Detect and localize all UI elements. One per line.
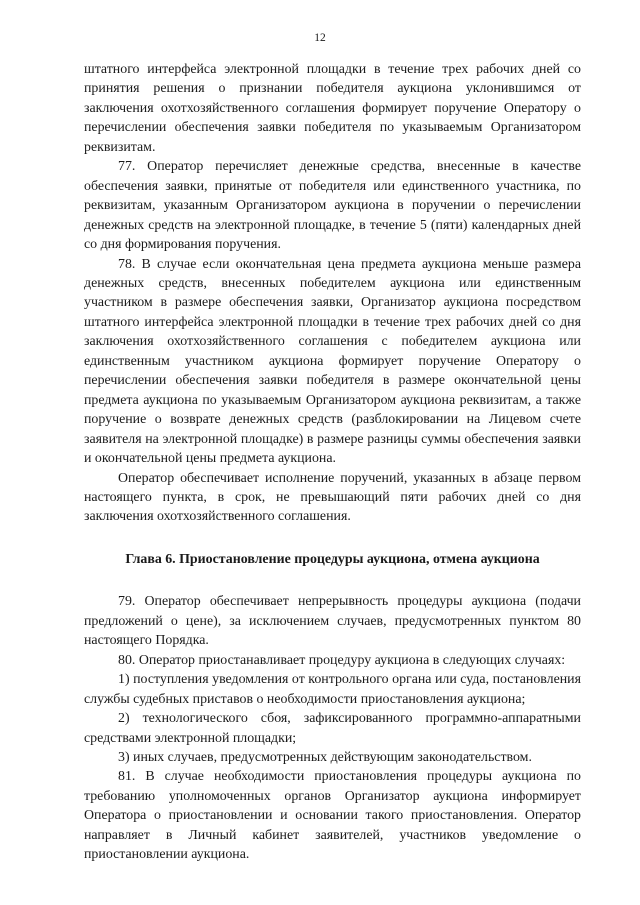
document-body (84, 60, 581, 865)
paragraph-item-80-case-1: 1) поступления уведомления от контрольного органа или суда, постановления службы судебных приставов о необходимости приостановления аукциона; (84, 672, 581, 707)
paragraph-item-80: 80. Оператор приостанавливает процедуру аукциона в следующих случаях: (118, 652, 566, 668)
paragraph-item-81: 81. В случае необходимости приостановления процедуры аукциона по требованию уполномоченных органов Организатор аукциона информирует Оператора о приостановлении и основании такого приостановления. Оператор направляет в Личный кабинет заявителей, участников уведомление о приостановлении аукциона. (84, 769, 581, 863)
paragraph-item-80-case-2: 2) технологического сбоя, зафиксированного программно-аппаратными средствами электронной площадки; (84, 711, 581, 746)
chapter-title: Глава 6. Приостановление процедуры аукциона, отмена аукциона (125, 551, 540, 567)
paragraph-item-79: 79. Оператор обеспечивает непрерывность процедуры аукциона (подачи предложений о цене), за исключением случаев, предусмотренных пунктом 80 настоящего Порядка. (84, 594, 581, 649)
paragraph-item-78-operator: Оператор обеспечивает исполнение поручений, указанных в абзаце первом настоящего пункта, в срок, не превышающий пяти рабочих дней со дня заключения охотхозяйственного соглашения. (84, 470, 581, 525)
page-number: 12 (314, 32, 326, 44)
paragraph-item-77: 77. Оператор перечисляет денежные средства, внесенные в качестве обеспечения заявки, принятые от победителя или единственного участника, по реквизитам, указанным Организатором аукциона в поручении о перечислении денежных средств на электронной площадке, в течение 5 (пяти) календарных дней со дня формирования поручения. (84, 159, 581, 253)
paragraph-item-80-case-3: 3) иных случаев, предусмотренных действующим законодательством. (118, 749, 532, 765)
paragraph-item-78: 78. В случае если окончательная цена предмета аукциона меньше размера денежных средств, внесенных победителем аукциона или единственным участником в размере обеспечения заявки, Организатор аукциона посредством штатного интерфейса электронной площадки в течение трех рабочих дней со дня заключения охотхозяйственного соглашения с победителем аукциона или единственным участником аукциона формирует поручение Оператору о перечислении обеспечения заявки победителя в размере окончательной цены предмета аукциона по указываемым Организатором аукциона реквизитам, а также поручение о возврате денежных средств (разблокировании на Лицевом счете заявителя на электронной площадке) в размере разницы суммы обеспечения заявки и окончательной цены предмета аукциона. (84, 256, 581, 467)
paragraph-continuation: штатного интерфейса электронной площадки в течение трех рабочих дней со принятия решения о признании победителя аукциона уклонившимся от заключения охотхозяйственного соглашения формирует поручение Оператору о перечислении обеспечения заявки победителя по указываемым Организатором реквизитам. (84, 62, 581, 155)
